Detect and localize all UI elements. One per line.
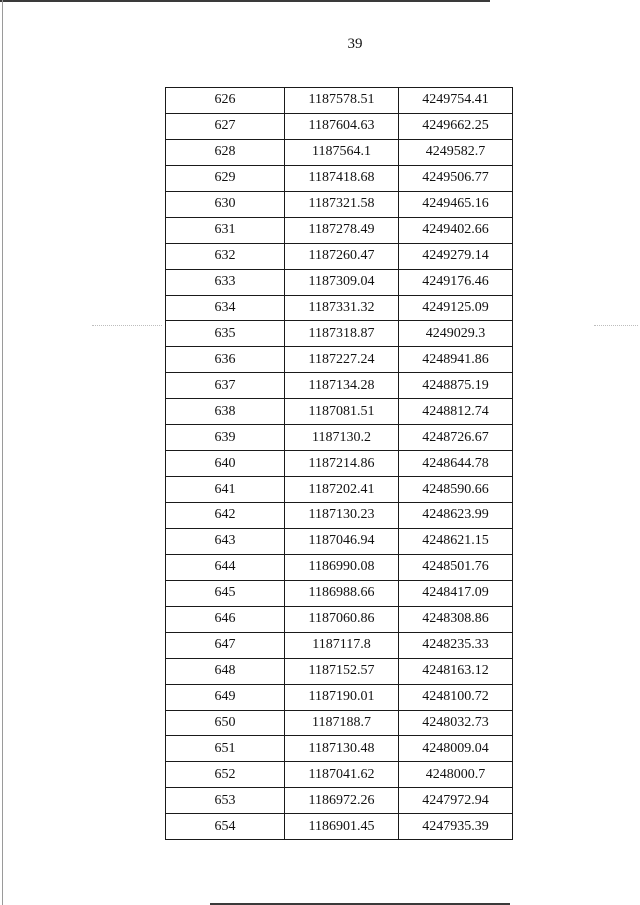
y-coordinate-cell: 4249662.25: [399, 113, 513, 139]
y-coordinate-cell: 4247972.94: [399, 788, 513, 814]
x-coordinate-cell: 1187130.23: [285, 503, 399, 529]
x-coordinate-cell: 1187046.94: [285, 528, 399, 554]
x-coordinate-cell: 1187564.1: [285, 139, 399, 165]
table-row: [166, 503, 513, 529]
y-coordinate-cell: 4249279.14: [399, 243, 513, 269]
table-row: [166, 710, 513, 736]
point-number-cell: 626: [166, 88, 285, 114]
x-coordinate-cell: 1186972.26: [285, 788, 399, 814]
x-coordinate-cell: 1187190.01: [285, 684, 399, 710]
table-row: [166, 788, 513, 814]
x-coordinate-cell: 1186901.45: [285, 814, 399, 840]
table-row: [166, 762, 513, 788]
y-coordinate-cell: 4249754.41: [399, 88, 513, 114]
y-coordinate-cell: 4249465.16: [399, 191, 513, 217]
point-number-cell: 643: [166, 528, 285, 554]
scan-artifact-dots-right: [594, 325, 638, 327]
point-number-cell: 644: [166, 554, 285, 580]
point-number-cell: 634: [166, 295, 285, 321]
table-row: [166, 217, 513, 243]
y-coordinate-cell: 4247935.39: [399, 814, 513, 840]
y-coordinate-cell: 4249125.09: [399, 295, 513, 321]
table-row: [166, 658, 513, 684]
table-row: [166, 477, 513, 503]
scan-edge-left: [2, 0, 3, 905]
table-row: [166, 425, 513, 451]
x-coordinate-cell: 1186988.66: [285, 580, 399, 606]
table-row: [166, 295, 513, 321]
point-number-cell: 627: [166, 113, 285, 139]
table-row: [166, 243, 513, 269]
y-coordinate-cell: 4248590.66: [399, 477, 513, 503]
table-row: [166, 191, 513, 217]
table-row: [166, 321, 513, 347]
x-coordinate-cell: 1186990.08: [285, 554, 399, 580]
x-coordinate-cell: 1187318.87: [285, 321, 399, 347]
y-coordinate-cell: 4249582.7: [399, 139, 513, 165]
y-coordinate-cell: 4248009.04: [399, 736, 513, 762]
table-row: [166, 113, 513, 139]
table-row: [166, 88, 513, 114]
point-number-cell: 638: [166, 399, 285, 425]
table-row: [166, 139, 513, 165]
y-coordinate-cell: 4248875.19: [399, 373, 513, 399]
point-number-cell: 642: [166, 503, 285, 529]
y-coordinate-cell: 4249176.46: [399, 269, 513, 295]
point-number-cell: 631: [166, 217, 285, 243]
table-row: [166, 347, 513, 373]
x-coordinate-cell: 1187041.62: [285, 762, 399, 788]
x-coordinate-cell: 1187188.7: [285, 710, 399, 736]
x-coordinate-cell: 1187578.51: [285, 88, 399, 114]
x-coordinate-cell: 1187604.63: [285, 113, 399, 139]
point-number-cell: 645: [166, 580, 285, 606]
x-coordinate-cell: 1187278.49: [285, 217, 399, 243]
point-number-cell: 641: [166, 477, 285, 503]
y-coordinate-cell: 4249506.77: [399, 165, 513, 191]
point-number-cell: 647: [166, 632, 285, 658]
point-number-cell: 640: [166, 451, 285, 477]
coordinates-table-body: [166, 88, 513, 840]
scan-edge-top: [0, 0, 490, 2]
x-coordinate-cell: 1187130.48: [285, 736, 399, 762]
point-number-cell: 649: [166, 684, 285, 710]
x-coordinate-cell: 1187309.04: [285, 269, 399, 295]
y-coordinate-cell: 4248000.7: [399, 762, 513, 788]
y-coordinate-cell: 4248644.78: [399, 451, 513, 477]
x-coordinate-cell: 1187202.41: [285, 477, 399, 503]
table-row: [166, 632, 513, 658]
x-coordinate-cell: 1187321.58: [285, 191, 399, 217]
point-number-cell: 639: [166, 425, 285, 451]
point-number-cell: 653: [166, 788, 285, 814]
coordinates-table: [165, 87, 513, 840]
point-number-cell: 628: [166, 139, 285, 165]
table-row: [166, 580, 513, 606]
point-number-cell: 637: [166, 373, 285, 399]
point-number-cell: 648: [166, 658, 285, 684]
table-row: [166, 269, 513, 295]
point-number-cell: 650: [166, 710, 285, 736]
y-coordinate-cell: 4248941.86: [399, 347, 513, 373]
table-row: [166, 684, 513, 710]
x-coordinate-cell: 1187260.47: [285, 243, 399, 269]
y-coordinate-cell: 4248235.33: [399, 632, 513, 658]
y-coordinate-cell: 4248621.15: [399, 528, 513, 554]
point-number-cell: 652: [166, 762, 285, 788]
table-row: [166, 814, 513, 840]
table-row: [166, 528, 513, 554]
x-coordinate-cell: 1187081.51: [285, 399, 399, 425]
x-coordinate-cell: 1187130.2: [285, 425, 399, 451]
table-row: [166, 373, 513, 399]
point-number-cell: 651: [166, 736, 285, 762]
y-coordinate-cell: 4248100.72: [399, 684, 513, 710]
y-coordinate-cell: 4248032.73: [399, 710, 513, 736]
y-coordinate-cell: 4248812.74: [399, 399, 513, 425]
x-coordinate-cell: 1187134.28: [285, 373, 399, 399]
scan-artifact-dots-left: [92, 325, 162, 327]
point-number-cell: 633: [166, 269, 285, 295]
point-number-cell: 636: [166, 347, 285, 373]
y-coordinate-cell: 4248163.12: [399, 658, 513, 684]
table-row: [166, 451, 513, 477]
x-coordinate-cell: 1187227.24: [285, 347, 399, 373]
point-number-cell: 646: [166, 606, 285, 632]
table-row: [166, 736, 513, 762]
x-coordinate-cell: 1187418.68: [285, 165, 399, 191]
y-coordinate-cell: 4248623.99: [399, 503, 513, 529]
point-number-cell: 630: [166, 191, 285, 217]
page-number: 39: [347, 36, 363, 52]
x-coordinate-cell: 1187214.86: [285, 451, 399, 477]
point-number-cell: 635: [166, 321, 285, 347]
y-coordinate-cell: 4248726.67: [399, 425, 513, 451]
x-coordinate-cell: 1187060.86: [285, 606, 399, 632]
table-row: [166, 399, 513, 425]
table-row: [166, 606, 513, 632]
x-coordinate-cell: 1187117.8: [285, 632, 399, 658]
y-coordinate-cell: 4248308.86: [399, 606, 513, 632]
x-coordinate-cell: 1187152.57: [285, 658, 399, 684]
point-number-cell: 629: [166, 165, 285, 191]
point-number-cell: 632: [166, 243, 285, 269]
point-number-cell: 654: [166, 814, 285, 840]
x-coordinate-cell: 1187331.32: [285, 295, 399, 321]
table-row: [166, 554, 513, 580]
table-row: [166, 165, 513, 191]
y-coordinate-cell: 4249029.3: [399, 321, 513, 347]
y-coordinate-cell: 4249402.66: [399, 217, 513, 243]
y-coordinate-cell: 4248501.76: [399, 554, 513, 580]
y-coordinate-cell: 4248417.09: [399, 580, 513, 606]
